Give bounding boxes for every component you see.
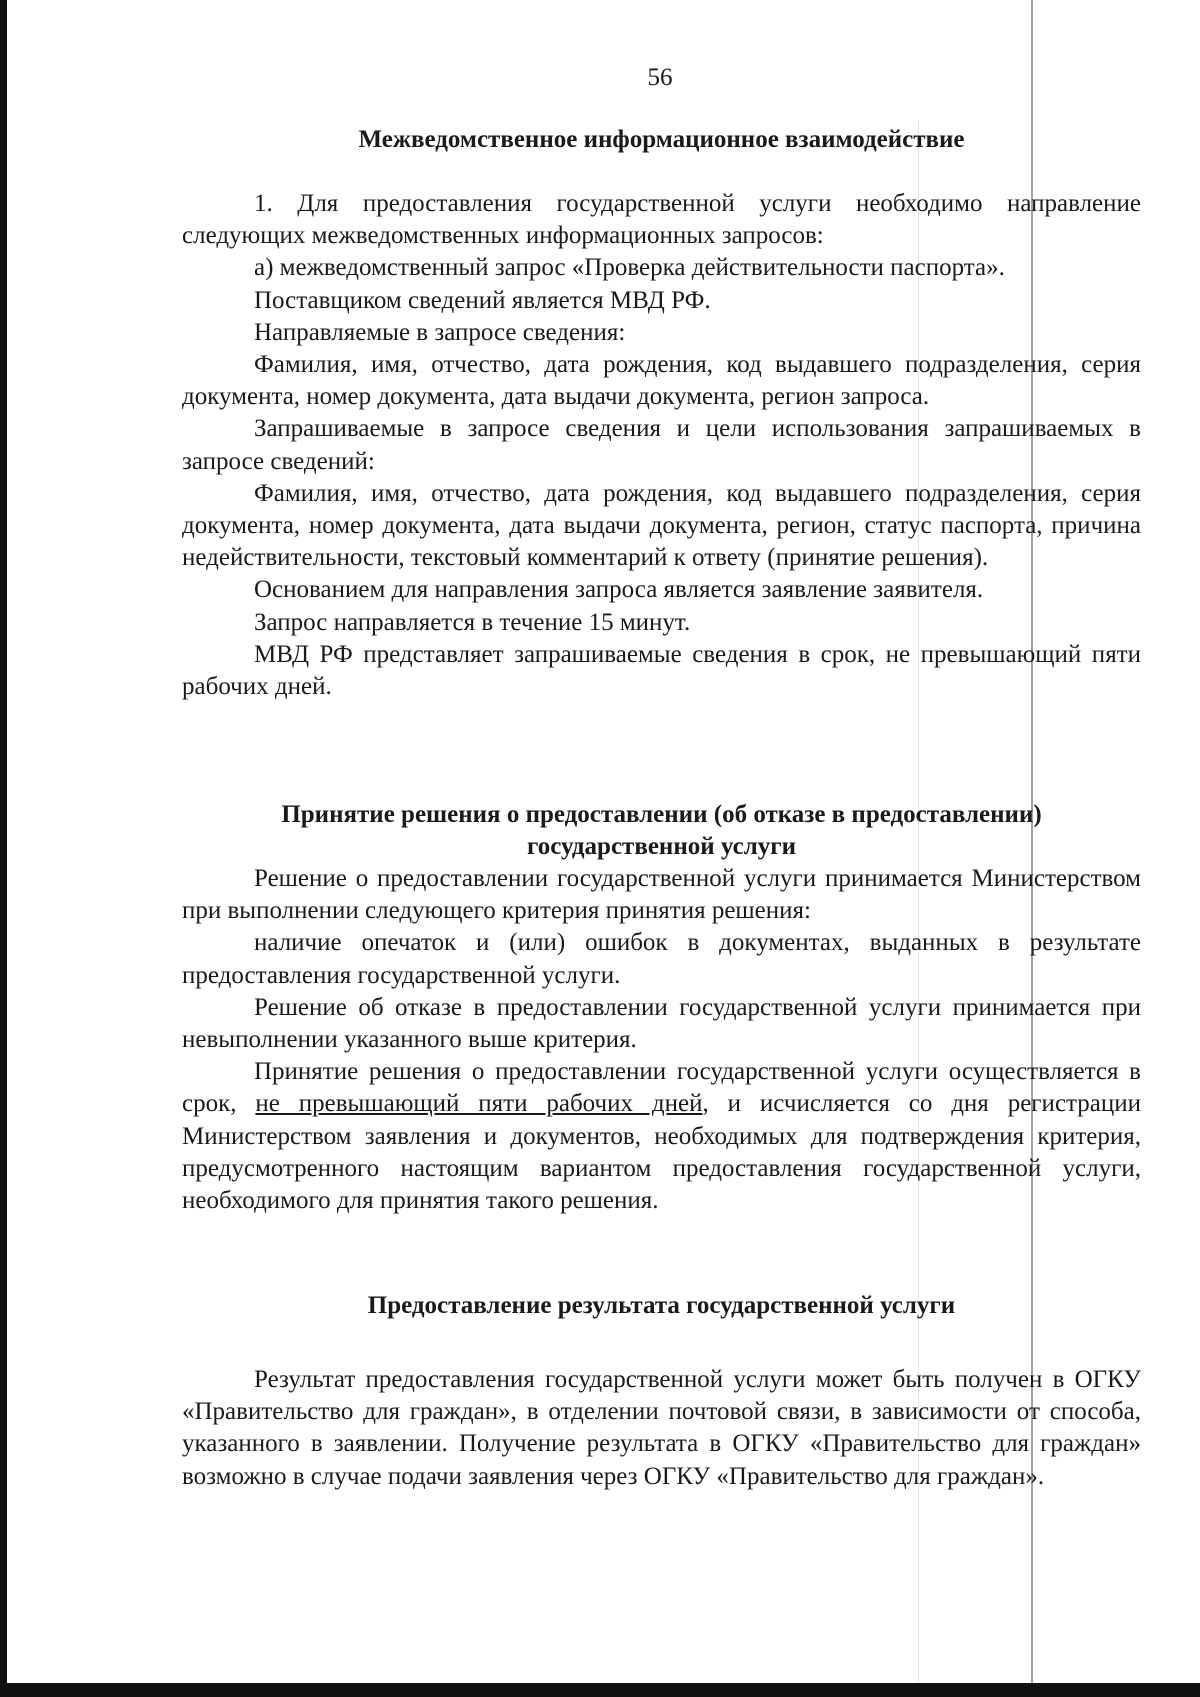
paragraph: Фамилия, имя, отчество, дата рождения, код выдавшего подразделения, серия документа, номер документа, дата выдачи документа, регион запроса. <box>182 351 1141 411</box>
page-number: 56 <box>647 64 673 91</box>
timing-text-underlined: не превышающий пяти рабочих дней <box>255 1090 703 1118</box>
paragraph: Запрашиваемые в запросе сведения и цели использования запрашиваемых в запросе сведений: <box>182 415 1141 475</box>
paragraph: МВД РФ представляет запрашиваемые сведения в срок, не превышающий пяти рабочих дней. <box>182 640 1141 701</box>
section-body-result <box>182 1364 1141 1493</box>
timing-text-after: , и исчисляется со дня регистрации Министерством заявления и документов, необходимых для подтверждения критерия, предусмотренного настоящим вариантом предоставления государственной услуги, необходимого для принятия такого решения. <box>182 1090 1141 1215</box>
section-body-decision <box>182 863 1141 1217</box>
paragraph: 1. Для предоставления государственной услуги необходимо направление следующих межведомственных информационных запросов: <box>182 190 1141 250</box>
paragraph: Решение о предоставлении государственной услуги принимается Министерством при выполнении следующего критерия принятия решения: <box>182 865 1141 925</box>
paragraph: а) межведомственный запрос «Проверка действительности паспорта». <box>254 254 1005 282</box>
paragraph: Поставщиком сведений является МВД РФ. <box>254 286 711 314</box>
paragraph: Запрос направляется в течение 15 минут. <box>254 608 691 636</box>
scan-border-left <box>0 0 7 1697</box>
section-heading-interagency: Межведомственное информационное взаимодействие <box>358 126 965 153</box>
section-heading-decision-line2: государственной услуги <box>526 833 797 860</box>
paragraph-timing <box>182 1056 1141 1217</box>
section-body-interagency <box>182 188 1141 703</box>
paragraph: Направляемые в запросе сведения: <box>254 318 626 346</box>
paragraph: Основанием для направления запроса является заявление заявителя. <box>254 576 984 604</box>
paragraph: Результат предоставления государственной услуги может быть получен в ОГКУ «Правительство для граждан», в отделении почтовой связи, в зависимости от способа, указанного в заявлении. Получение результата в ОГКУ «Правительство для граждан» возможно в случае подачи заявления через ОГКУ «Правительство для граждан». <box>182 1366 1141 1490</box>
section-heading-decision-line1: Принятие решения о предоставлении (об отказе в предоставлении) <box>281 801 1042 828</box>
paragraph: Решение об отказе в предоставлении государственной услуги принимается при невыполнении указанного выше критерия. <box>182 993 1141 1054</box>
section-heading-result: Предоставление результата государственной услуги <box>367 1292 956 1319</box>
timing-text-before: Принятие решения о предоставлении государственной услуги осуществляется в срок, <box>182 1058 1141 1118</box>
paragraph: наличие опечаток и (или) ошибок в документах, выданных в результате предоставления государственной услуги. <box>182 929 1141 989</box>
scan-border-bottom <box>0 1683 1200 1697</box>
paragraph: Фамилия, имя, отчество, дата рождения, код выдавшего подразделения, серия документа, номер документа, дата выдачи документа, регион, статус паспорта, причина недействительности, текстовый комментарий к ответу (принятие решения). <box>182 479 1141 572</box>
section-heading-decision <box>182 799 1141 863</box>
